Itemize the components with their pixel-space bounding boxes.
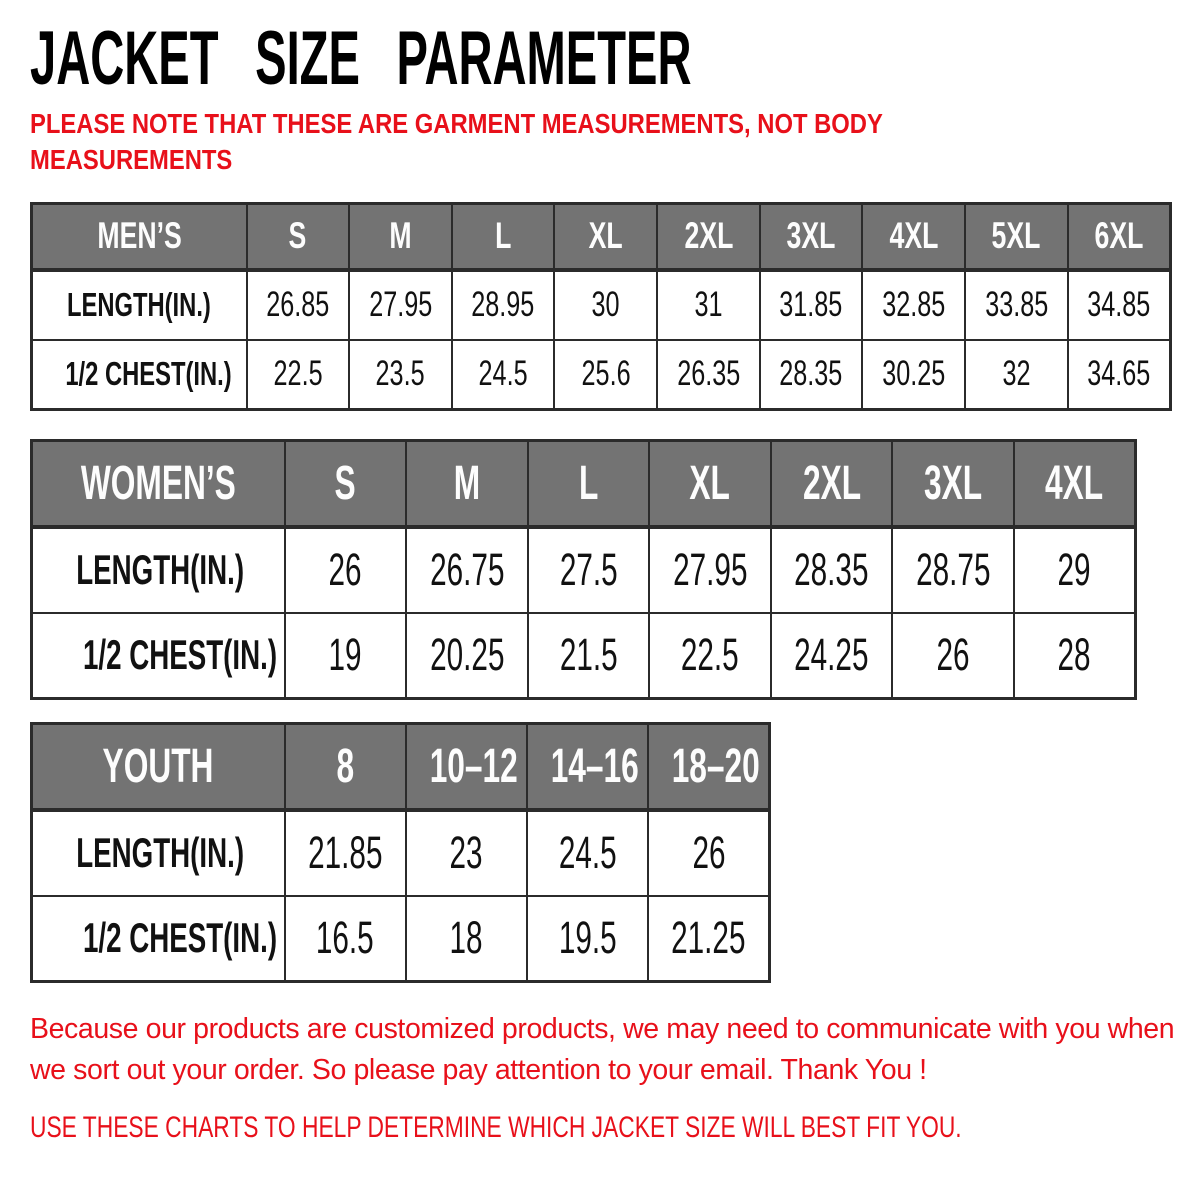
cell-text: 8 — [336, 739, 354, 793]
size-value-cell — [862, 270, 965, 340]
size-header-cell — [649, 441, 771, 527]
size-header-cell — [657, 204, 760, 270]
cell-text: 28.75 — [915, 544, 991, 595]
size-value-cell — [657, 270, 760, 340]
table-row — [32, 810, 770, 896]
size-header-cell — [892, 441, 1014, 527]
cell-text: LENGTH(IN.) — [76, 546, 245, 593]
cell-text: XL — [588, 215, 623, 257]
size-header-cell — [965, 204, 1068, 270]
cell-text: 28 — [1057, 629, 1091, 681]
cell-text: 20.25 — [429, 629, 505, 681]
table-row — [32, 527, 1136, 613]
size-value-cell — [648, 896, 769, 982]
cell-text: XL — [689, 456, 731, 510]
cell-text: 23 — [449, 827, 483, 878]
size-value-cell — [554, 270, 657, 340]
size-header-cell — [247, 204, 350, 270]
cell-text: 4XL — [889, 215, 939, 257]
page-title: JACKET SIZE PARAMETER — [30, 16, 692, 101]
cell-text: 31 — [694, 285, 723, 324]
table-title-cell — [32, 204, 247, 270]
cell-text: 3XL — [924, 456, 983, 510]
cell-text: 14–16 — [550, 739, 639, 793]
cell-text: 10–12 — [429, 739, 518, 793]
cell-text: 21.85 — [307, 827, 383, 878]
cell-text: 24.5 — [478, 354, 528, 394]
cell-text: 16.5 — [316, 912, 375, 964]
size-value-cell — [406, 613, 528, 699]
size-header-cell — [1014, 441, 1136, 527]
size-header-cell — [406, 441, 528, 527]
size-value-cell — [527, 810, 648, 896]
cell-text: L — [578, 456, 599, 510]
cell-text: 34.65 — [1087, 354, 1151, 394]
size-value-cell — [892, 613, 1014, 699]
size-value-cell — [649, 527, 771, 613]
size-value-cell — [285, 810, 406, 896]
table-row — [32, 270, 1171, 340]
cell-text: 22.5 — [681, 629, 739, 681]
size-header-cell — [862, 204, 965, 270]
size-header-cell — [285, 724, 406, 810]
row-label-cell — [32, 340, 247, 410]
cell-text: 18–20 — [671, 739, 761, 793]
size-value-cell — [247, 270, 350, 340]
cell-text: S — [288, 215, 307, 257]
size-value-cell — [892, 527, 1014, 613]
cell-text: 27.95 — [368, 285, 433, 324]
cell-text: 26.85 — [266, 285, 330, 324]
cell-text: 23.5 — [375, 354, 426, 394]
cell-text: L — [494, 215, 512, 257]
size-value-cell — [965, 270, 1068, 340]
womens-size-table — [30, 439, 1137, 700]
size-header-cell — [406, 724, 527, 810]
size-value-cell — [862, 340, 965, 410]
cell-text: 18 — [449, 912, 483, 964]
cell-text: 28.35 — [794, 544, 869, 595]
cell-text: LENGTH(IN.) — [67, 286, 212, 323]
size-header-cell — [554, 204, 657, 270]
cell-text: 22.5 — [273, 354, 323, 394]
size-value-cell — [528, 527, 650, 613]
cell-text: 1/2 CHEST(IN.) — [65, 355, 232, 393]
cell-text: MEN’S — [97, 215, 182, 257]
size-value-cell — [406, 810, 527, 896]
cell-text: 31.85 — [779, 285, 843, 324]
size-value-cell — [247, 340, 350, 410]
cell-text: 21.5 — [559, 629, 618, 681]
size-value-cell — [452, 340, 555, 410]
cell-text: 5XL — [991, 215, 1041, 257]
cell-text: 2XL — [684, 215, 733, 257]
size-value-cell — [406, 527, 528, 613]
cell-text: 1/2 CHEST(IN.) — [82, 914, 278, 962]
size-header-cell — [285, 441, 407, 527]
cell-text: YOUTH — [102, 739, 214, 793]
cell-text: 26 — [692, 827, 726, 878]
size-value-cell — [1014, 527, 1136, 613]
row-label-cell — [32, 613, 285, 699]
size-value-cell — [649, 613, 771, 699]
cell-text: 27.5 — [559, 544, 618, 595]
table-row — [32, 896, 770, 982]
size-value-cell — [657, 340, 760, 410]
cell-text: 27.95 — [672, 544, 748, 595]
size-value-cell — [406, 896, 527, 982]
size-value-cell — [285, 613, 407, 699]
size-value-cell — [528, 613, 650, 699]
cell-text: 33.85 — [984, 285, 1048, 324]
cell-text: 34.85 — [1087, 285, 1151, 324]
size-value-cell — [1068, 340, 1171, 410]
size-header-cell — [527, 724, 648, 810]
size-value-cell — [285, 896, 406, 982]
cell-text: 26 — [936, 629, 970, 681]
size-header-cell — [452, 204, 555, 270]
table-title-cell — [32, 724, 285, 810]
cell-text: 30.25 — [882, 354, 946, 394]
size-value-cell — [349, 270, 452, 340]
cell-text: 4XL — [1045, 456, 1104, 510]
cell-text: 26 — [328, 544, 362, 595]
cell-text: 19 — [328, 629, 362, 681]
cell-text: 29 — [1057, 544, 1091, 595]
cell-text: 32 — [1002, 354, 1031, 394]
size-value-cell — [527, 896, 648, 982]
table-row — [32, 613, 1136, 699]
size-value-cell — [349, 340, 452, 410]
cell-text: 2XL — [802, 456, 861, 510]
cell-text: 32.85 — [882, 285, 946, 324]
size-value-cell — [1014, 613, 1136, 699]
cell-text: 28.95 — [471, 285, 535, 324]
table-title-cell — [32, 441, 285, 527]
size-header-cell — [648, 724, 769, 810]
cell-text: M — [453, 456, 481, 510]
cell-text: S — [334, 456, 356, 510]
cell-text: 19.5 — [558, 912, 617, 964]
cell-text: 28.35 — [779, 354, 843, 394]
custom-order-note: Because our products are customized products, we may need to communicate with you when we sort out your order. So please pay attention to your email. Thank You ! — [30, 1013, 1175, 1086]
row-label-cell — [32, 896, 285, 982]
cell-text: 24.5 — [558, 827, 617, 878]
size-header-cell — [349, 204, 452, 270]
size-value-cell — [760, 270, 863, 340]
size-header-cell — [771, 441, 893, 527]
cell-text: 3XL — [786, 215, 836, 257]
size-value-cell — [1068, 270, 1171, 340]
cell-text: 26.75 — [429, 544, 505, 595]
row-label-cell — [32, 270, 247, 340]
cell-text: 21.25 — [671, 912, 746, 964]
cell-text: LENGTH(IN.) — [76, 829, 245, 876]
cell-text: 26.35 — [676, 354, 740, 394]
title-row — [30, 16, 1200, 101]
cell-text: 6XL — [1094, 215, 1144, 257]
size-value-cell — [771, 613, 893, 699]
size-value-cell — [965, 340, 1068, 410]
table-row — [32, 340, 1171, 410]
cell-text: WOMEN’S — [80, 456, 236, 510]
cell-text: 25.6 — [581, 354, 631, 394]
header-row — [32, 204, 1171, 270]
size-header-cell — [528, 441, 650, 527]
cell-text: 1/2 CHEST(IN.) — [82, 631, 278, 679]
size-header-cell — [1068, 204, 1171, 270]
cell-text: 24.25 — [794, 629, 869, 681]
size-value-cell — [554, 340, 657, 410]
row-label-cell — [32, 527, 285, 613]
size-header-cell — [760, 204, 863, 270]
size-value-cell — [648, 810, 769, 896]
garment-measurement-note: PLEASE NOTE THAT THESE ARE GARMENT MEASUREMENTS, NOT BODY MEASUREMENTS — [30, 108, 883, 175]
size-value-cell — [452, 270, 555, 340]
size-value-cell — [285, 527, 407, 613]
cell-text: 30 — [591, 285, 620, 324]
youth-size-table — [30, 722, 771, 983]
mens-size-table — [30, 202, 1172, 411]
cell-text: M — [389, 215, 412, 257]
header-row — [32, 724, 770, 810]
size-value-cell — [760, 340, 863, 410]
fit-advice-note: USE THESE CHARTS TO HELP DETERMINE WHICH JACKET SIZE WILL BEST FIT YOU. — [30, 1111, 962, 1144]
size-value-cell — [771, 527, 893, 613]
header-row — [32, 441, 1136, 527]
row-label-cell — [32, 810, 285, 896]
